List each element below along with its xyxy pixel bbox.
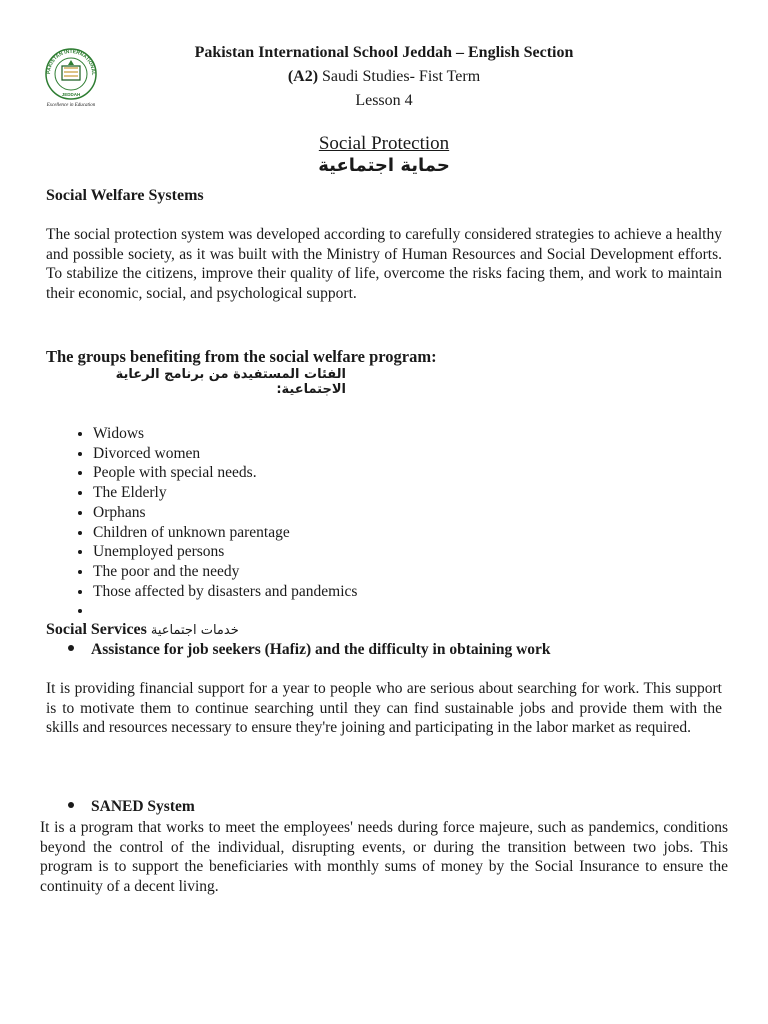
list-item: • The poor and the needy — [93, 562, 693, 582]
list-item: • The Elderly — [93, 483, 693, 503]
saned-paragraph: It is a program that works to meet the employees' needs during force majeure, such as pandemics, conditions beyond the control of the individual, disrupting events, or during the transition between two jobs. This program is to support the beneficiaries with monthly sums of money by the Social Insurance to ensure the continuity of a decent living. — [40, 819, 728, 896]
page-title-arabic: حماية اجتماعية — [318, 155, 450, 176]
groups-list — [46, 424, 693, 621]
services-heading-label: Social Services — [46, 621, 147, 638]
course-name: Saudi Studies- Fist Term — [318, 68, 481, 85]
list-item: • Unemployed persons — [93, 542, 693, 562]
logo-ring-text: PAKISTAN INTERNATIONAL — [45, 48, 97, 76]
services-heading — [46, 621, 239, 639]
course-level: (A2) — [287, 68, 319, 85]
groups-heading: The groups benefiting from the social welfare program: — [46, 347, 437, 366]
list-item: • Those affected by disasters and pandemics — [93, 582, 693, 602]
logo-motto: Excellence in Education — [46, 103, 96, 108]
logo-city: JEDDAH — [61, 92, 81, 97]
page-title: Social Protection — [318, 133, 450, 154]
saned-bullet-label: SANED System — [91, 798, 195, 815]
hafiz-bullet — [68, 641, 551, 659]
groups-heading-arabic: الفئات المستفيدة من برنامج الرعاية الاجتماعية: — [115, 367, 346, 397]
bullet-dot — [68, 802, 74, 808]
welfare-heading: Social Welfare Systems — [46, 187, 204, 204]
list-item: • Divorced women — [93, 444, 693, 464]
saned-bullet — [68, 798, 195, 816]
welfare-paragraph: The social protection system was developed according to carefully considered strategies to achieve a healthy and possible society, as it was built with the Ministry of Human Resources and Social Development efforts. To stabilize the citizens, improve their quality of life, overcome the risks facing them, and work to maintain their economic, social, and psychological support. — [46, 226, 722, 303]
bullet-dot — [68, 645, 74, 651]
list-item: • Orphans — [93, 503, 693, 523]
list-item: • Widows — [93, 424, 693, 444]
school-name: Pakistan International School Jeddah – English Section — [194, 44, 574, 61]
services-heading-arabic: خدمات اجتماعية — [150, 623, 239, 638]
list-item: • People with special needs. — [93, 463, 693, 483]
hafiz-paragraph: It is providing financial support for a year to people who are serious about searching for work. This support is to motivate them to continue searching until they can find sustainable jobs and provide them with the skills and resources necessary to ensure they're joining and participating in the labor market as required. — [46, 680, 722, 737]
list-item: • Children of unknown parentage — [93, 523, 693, 543]
lesson-number: Lesson 4 — [355, 92, 413, 109]
list-item — [93, 601, 693, 621]
course-line — [0, 68, 768, 86]
hafiz-bullet-label: Assistance for job seekers (Hafiz) and the difficulty in obtaining work — [91, 641, 551, 658]
